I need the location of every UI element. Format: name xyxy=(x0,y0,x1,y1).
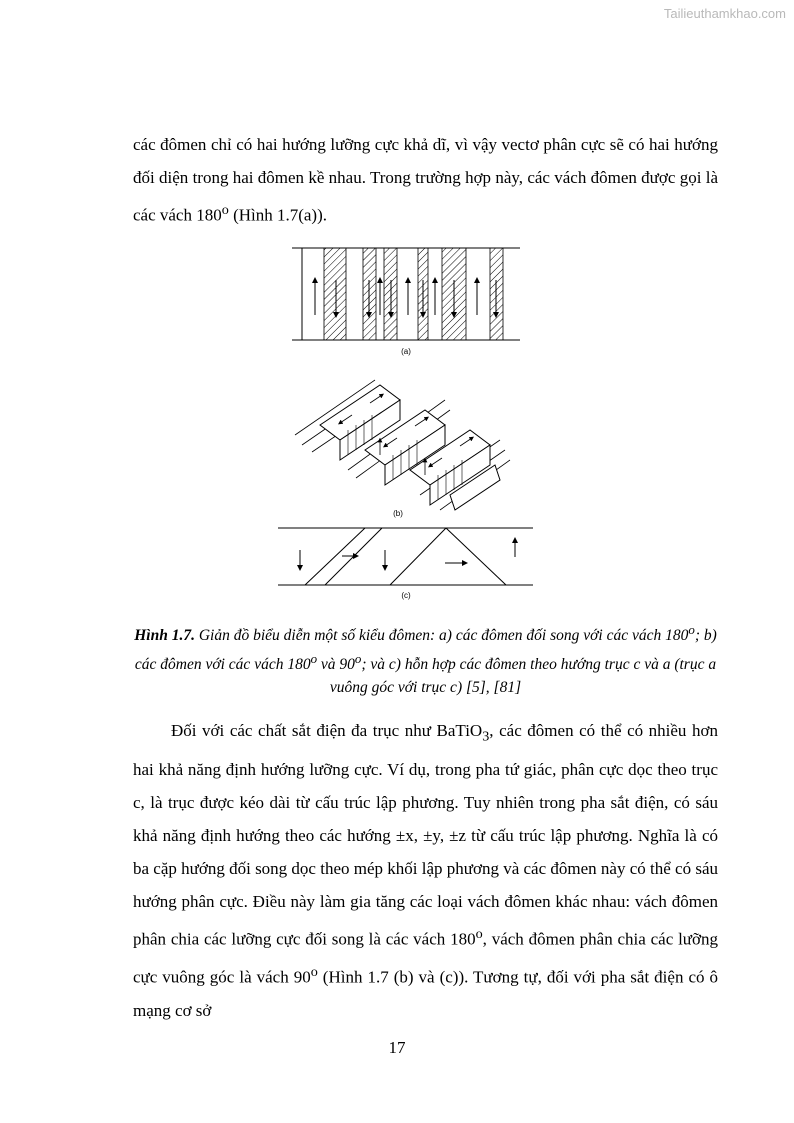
paragraph-2-text-1: Đối với các chất sắt điện đa trục như BaTiO xyxy=(171,721,483,740)
caption-text-3: và 90 xyxy=(317,656,355,674)
paragraph-1 xyxy=(133,128,718,232)
label-b: (b) xyxy=(393,509,403,518)
paragraph-2-text-4: (Hình 1.7 (b) và (c)). Tương tự, đối với pha sắt điện có ô mạng cơ sở xyxy=(133,967,718,1020)
paragraph-2-text-3: , vách đômen phân chia các lưỡng cực vuông góc là vách 90 xyxy=(133,930,718,987)
caption-sup-1: o xyxy=(688,622,695,637)
figure-caption xyxy=(133,618,718,699)
label-c: (c) xyxy=(401,591,411,600)
subscript-3: 3 xyxy=(482,728,490,745)
diagram-a xyxy=(292,248,520,356)
caption-label: Hình 1.7. xyxy=(134,627,195,645)
caption-text-4: ; và c) hỗn hợp các đômen theo hướng trục c và a (trục a vuông góc với trục c) [5], [81] xyxy=(329,656,717,697)
caption-text-1: Giản đồ biểu diễn một số kiểu đômen: a) các đômen đối song với các vách 180 xyxy=(194,627,689,645)
paragraph-2-text-2: , các đômen có thể có nhiều hơn hai khả năng định hướng lưỡng cực. Ví dụ, trong pha tứ giác, phân cực dọc theo trục c, là trục được kéo dài từ cấu trúc lập phương. Tuy nhiên trong pha sắt điện, có sáu khả năng định hướng theo các hướng ±x, ±y, ±z từ cấu trúc lập phương. Nghĩa là có ba cặp hướng đối song dọc theo mép khối lập phương và các đômen này có thể có sáu hướng phân cực. Điều này làm gia tăng các loại vách đômen khác nhau: vách đômen phân chia các lưỡng cực đối song là các vách 180 xyxy=(133,721,718,950)
degree-sup-90: o xyxy=(310,964,318,981)
domain-diagram xyxy=(270,240,550,605)
degree-sup-180: o xyxy=(475,926,483,943)
page-number: 17 xyxy=(388,1038,406,1057)
paragraph-2 xyxy=(133,714,718,1027)
degree-sup: o xyxy=(221,202,229,218)
paragraph-1-text: các đômen chỉ có hai hướng lưỡng cực khả dĩ, vì vậy vectơ phân cực sẽ có hai hướng đối diện trong hai đômen kề nhau. Trong trường hợp này, các vách đômen được gọi là các vách 180 xyxy=(133,135,718,225)
label-a: (a) xyxy=(401,347,411,356)
figure-1-7 xyxy=(270,240,550,605)
caption-sup-2: o xyxy=(310,651,318,667)
caption-sup-3: o xyxy=(354,651,362,667)
watermark: Tailieuthamkhao.com xyxy=(663,6,786,21)
paragraph-1-text-end: (Hình 1.7(a)). xyxy=(228,205,328,225)
diagram-b xyxy=(295,380,510,518)
caption-text-2: ; b) các đômen với các vách 180 xyxy=(134,627,717,674)
diagram-c xyxy=(278,528,533,600)
